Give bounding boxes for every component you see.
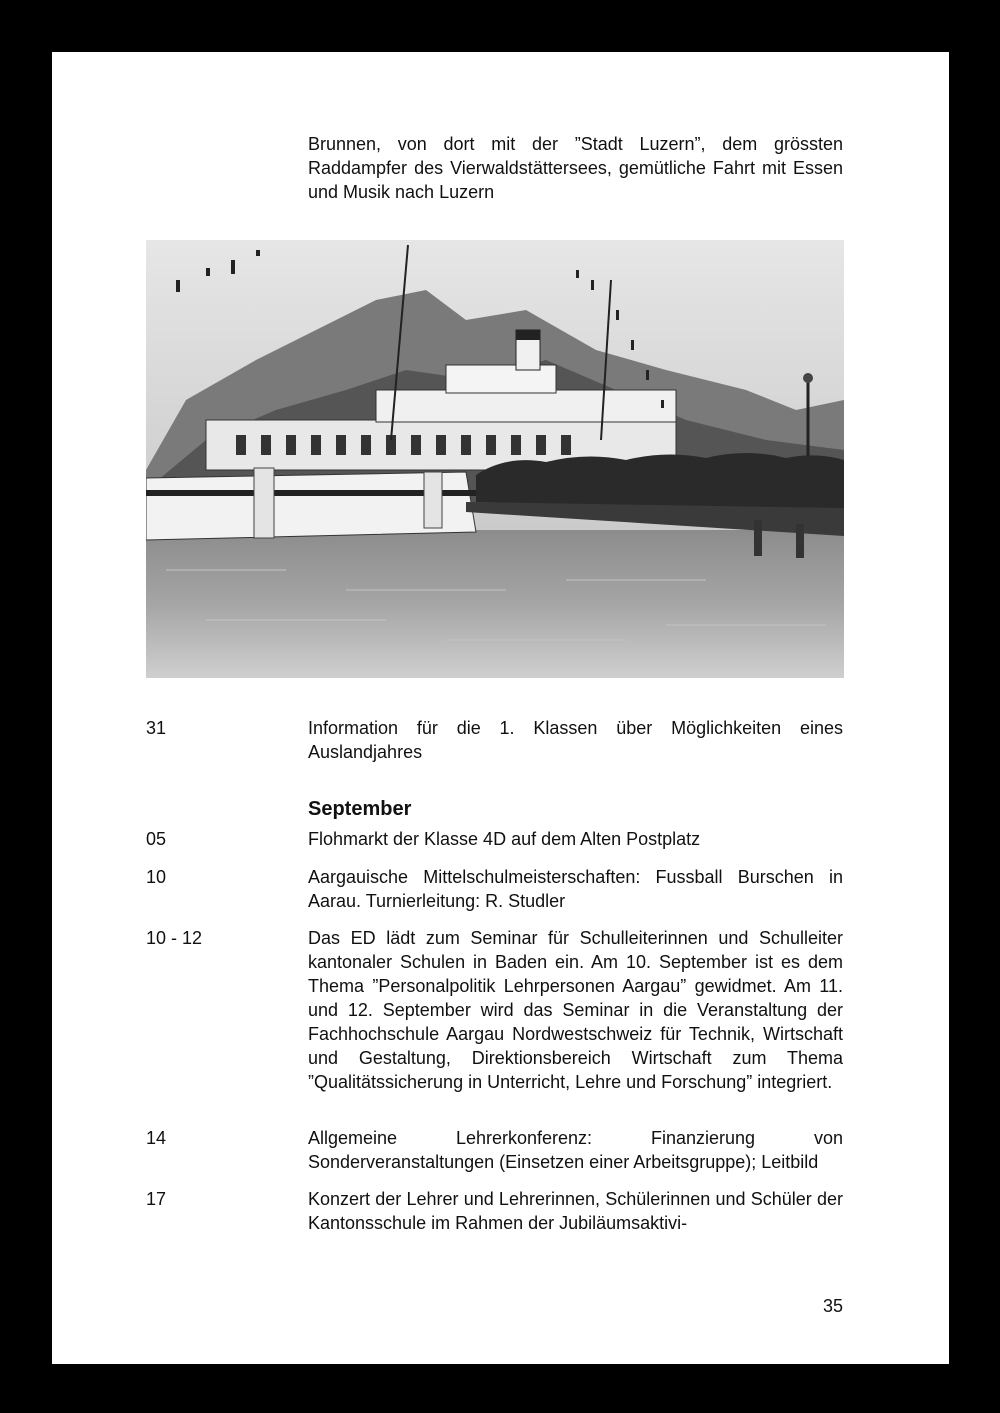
- entry-date: 10 - 12: [146, 928, 203, 948]
- entry-date: 17: [146, 1189, 167, 1209]
- paddle-steamer-photo: [146, 240, 844, 678]
- crowd: [476, 453, 844, 510]
- page-number: 35: [822, 1296, 843, 1316]
- mooring-post-left: [254, 468, 274, 538]
- entry-date: 31: [146, 718, 167, 738]
- entry-text: Konzert der Lehrer und Lehrerinnen, Schülerinnen und Schüler der Kantonsschule im Rahmen der Jubiläumsaktivi-: [308, 1189, 843, 1233]
- mooring-post-right: [424, 472, 442, 528]
- entry-date: 10: [146, 867, 167, 887]
- pier-post: [754, 520, 762, 556]
- month-heading: September: [308, 798, 412, 820]
- entry-text: Information für die 1. Klassen über Möglichkeiten eines Auslandjahres: [308, 718, 843, 762]
- entry-date: 05: [146, 829, 167, 849]
- entry-text: Das ED lädt zum Seminar für Schulleiterinnen und Schulleiter kantonaler Schulen in Baden ein. Am 10. September ist es dem Thema ”Personalpolitik Lehrpersonen Aargau” gewidmet. Am 11. und 12. September wird das Seminar in die Veranstaltung der Fachhochschule Aargau Nordwestschweiz für Technik, Wirtschaft und Gestaltung, Direktionsbereich Wirtschaft zum Thema ”Qualitätssicherung in Unterricht, Lehre und Forschung” integriert.: [308, 928, 843, 1092]
- steamer-illustration: [146, 240, 844, 678]
- lake-water: [146, 530, 844, 678]
- entry-text: Aargauische Mittelschulmeisterschaften: Fussball Burschen in Aarau. Turnierleitung: R. Studler: [308, 867, 843, 911]
- document-page: [52, 52, 949, 1364]
- entry-text: Allgemeine Lehrerkonferenz: Finanzierung von Sonderveranstaltungen (Einsetzen einer Arbeitsgruppe); Leitbild: [308, 1128, 843, 1172]
- entry-text: Flohmarkt der Klasse 4D auf dem Alten Postplatz: [308, 829, 701, 849]
- upper-deck: [376, 390, 676, 422]
- funnel-top: [516, 330, 540, 340]
- intro-paragraph: Brunnen, von dort mit der ”Stadt Luzern”, dem grössten Raddampfer des Vierwaldstättersees, gemütliche Fahrt mit Essen und Musik nach Luzern: [308, 134, 843, 202]
- entry-date: 14: [146, 1128, 167, 1148]
- lamp: [803, 373, 813, 383]
- pier-post: [796, 524, 804, 558]
